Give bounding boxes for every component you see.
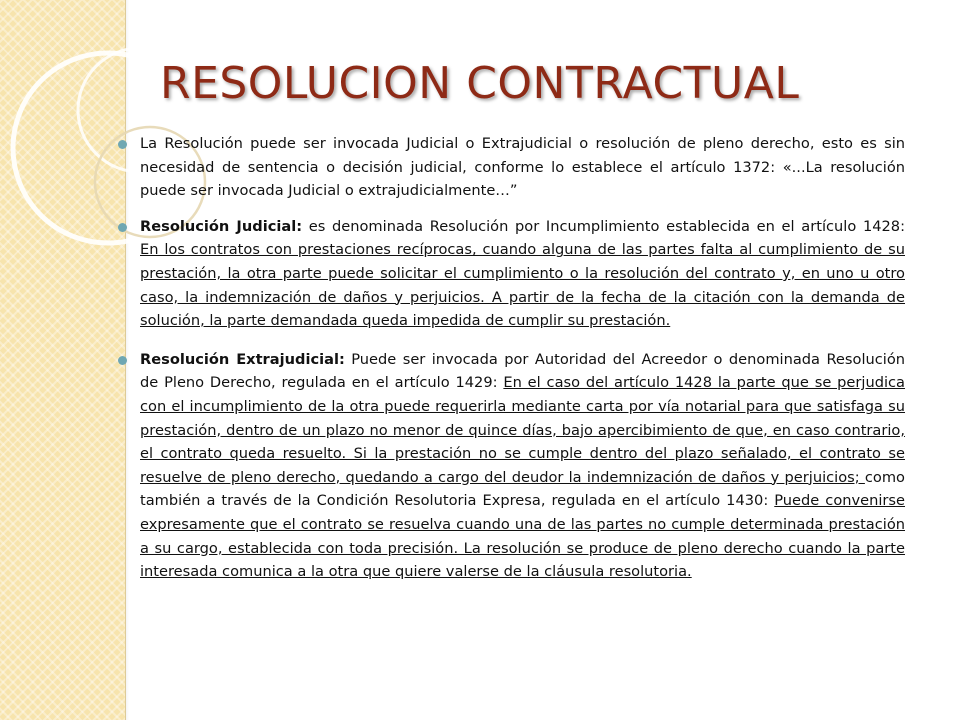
bullet-icon xyxy=(118,223,127,232)
underlined-quote: En el caso del artículo 1428 la parte que se perjudica con el incumplimiento de la otra puede requerirla mediante carta por vía notarial para que satisfaga su prestación, dentro de un plazo no menor de quince días, bajo apercibimiento de que, en caso contrario, el contrato queda resuelto. Si la prestación no se cumple dentro del plazo señalado, el contrato se resuelve de pleno derecho, quedando a cargo del deudor la indemnización de daños y perjuicios; xyxy=(140,374,906,486)
underlined-quote: Puede convenirse expresamente que el contrato se resuelva cuando una de las partes no cumple determinada prestación a su cargo, establecida con toda precisión. La resolución se produce de pleno derecho cuando la parte interesada comunica a la otra que quiere valerse de la cláusula resolutoria. xyxy=(140,492,906,581)
paragraph-text: Puede ser invocada por Autoridad del Acreedor o denominada Resolución de Pleno Derecho, regulada en el artículo 1429: xyxy=(140,350,905,392)
paragraph-text: es denominada Resolución por Incumplimiento establecida en el artículo 1428: xyxy=(302,217,905,235)
paragraph-text: como también a través de la Condición Resolutoria Expresa, regulada en el artículo 1430: xyxy=(140,468,905,510)
paragraph-text: La Resolución puede ser invocada Judicial o Extrajudicial o resolución de pleno derecho, esto es sin necesidad de sentencia o decisión judicial, conforme lo establece el artículo 1372: «...La resolución puede ser invocada Judicial o extrajudicialmente…” xyxy=(140,135,905,200)
underlined-quote: En los contratos con prestaciones recíprocas, cuando alguna de las partes falta al cumplimiento de su prestación, la otra parte puede solicitar el cumplimiento o la resolución del contrato y, en uno u otro caso, la indemnización de daños y perjuicios. A partir de la fecha de la citación con la demanda de solución, la parte demandada queda impedida de cumplir su prestación. xyxy=(140,241,905,330)
paragraph-heading: Resolución Judicial: xyxy=(140,217,303,235)
slide-title: RESOLUCION CONTRACTUAL xyxy=(160,58,800,109)
bullet-icon xyxy=(118,140,127,149)
decorative-side-band xyxy=(0,0,126,720)
slide-content xyxy=(116,132,905,599)
paragraph-heading: Resolución Extrajudicial: xyxy=(140,350,345,368)
bullet-item xyxy=(116,132,905,203)
bullet-item xyxy=(116,215,905,333)
bullet-icon xyxy=(118,356,127,365)
bullet-item xyxy=(116,348,905,584)
